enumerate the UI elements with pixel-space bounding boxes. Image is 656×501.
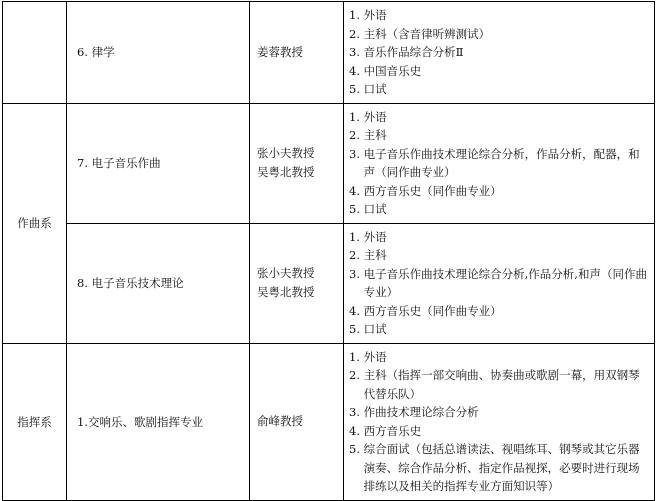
subject-item: 5. 综合面试（包括总谱读法、视唱练耳、钢琴或其它乐器演奏、综合作品分析、指定作品视探，必要时进行现场排练以及相关的指挥专业方面知识等） [349, 442, 640, 493]
teachers-cell [250, 223, 344, 343]
department-name: 指挥系 [17, 414, 52, 429]
teacher-name: 张小夫教授 [257, 266, 315, 280]
department-cell [3, 343, 67, 500]
department-cell-empty [3, 2, 67, 104]
subject-item: 4. 西方音乐史 [349, 423, 422, 438]
major-cell [67, 2, 250, 104]
subject-list [349, 6, 650, 99]
table-row [3, 2, 655, 104]
teachers-cell [250, 343, 344, 500]
subject-list [349, 108, 650, 219]
subject-item: 4. 西方音乐史（同作曲专业） [349, 303, 502, 318]
subject-item: 2. 主科（含音律听辨测试） [349, 26, 491, 41]
table-row [3, 103, 655, 223]
department-cell [3, 103, 67, 343]
subject-item: 5. 口试 [349, 322, 387, 336]
table-row [3, 343, 655, 500]
subject-item: 3. 电子音乐作曲技术理论综合分析，作品分析，配器，和声（同作曲专业） [349, 146, 640, 179]
teacher-name: 吴粤北教授 [257, 285, 315, 299]
major-name: 7. 电子音乐作曲 [77, 156, 161, 170]
subject-item: 1. 外语 [349, 349, 387, 364]
major-name: 6. 律学 [77, 45, 115, 60]
teacher-name: 吴粤北教授 [257, 165, 315, 179]
teacher-name: 俞峰教授 [257, 414, 303, 428]
major-cell [67, 223, 250, 343]
major-name: 8. 电子音乐技术理论 [77, 276, 184, 290]
subject-item: 2. 主科（指挥一部交响曲、协奏曲或歌剧一幕，用双钢琴代替乐队） [349, 368, 640, 401]
subject-list [349, 228, 650, 339]
subjects-cell [344, 223, 655, 343]
major-cell [67, 103, 250, 223]
major-name: 1.交响乐、歌剧指挥专业 [77, 414, 203, 429]
subject-item: 5. 口试 [349, 202, 387, 216]
subjects-cell [344, 2, 655, 104]
subject-item: 2. 主科 [349, 128, 387, 142]
subject-item: 5. 口试 [349, 82, 387, 96]
department-name: 作曲系 [17, 216, 52, 230]
subject-list [349, 348, 650, 496]
admissions-table [2, 1, 655, 501]
subject-item: 3. 电子音乐作曲技术理论综合分析,作品分析,和声（同作曲专业） [349, 266, 647, 299]
subject-item: 1. 外语 [349, 109, 387, 124]
teacher-name: 姜蓉教授 [257, 44, 303, 59]
teachers-cell [250, 2, 344, 104]
major-cell [67, 343, 250, 500]
subject-item: 3. 作曲技术理论综合分析 [349, 405, 479, 419]
subject-item: 2. 主科 [349, 248, 387, 262]
table-row [3, 223, 655, 343]
subject-item: 4. 中国音乐史 [349, 63, 422, 78]
subjects-cell [344, 343, 655, 500]
teachers-cell [250, 103, 344, 223]
teacher-name: 张小夫教授 [257, 146, 315, 160]
subject-item: 1. 外语 [349, 8, 387, 22]
subject-item: 1. 外语 [349, 229, 387, 244]
subject-item: 3. 音乐作品综合分析Ⅱ [349, 45, 464, 59]
subjects-cell [344, 103, 655, 223]
subject-item: 4. 西方音乐史（同作曲专业） [349, 183, 502, 198]
